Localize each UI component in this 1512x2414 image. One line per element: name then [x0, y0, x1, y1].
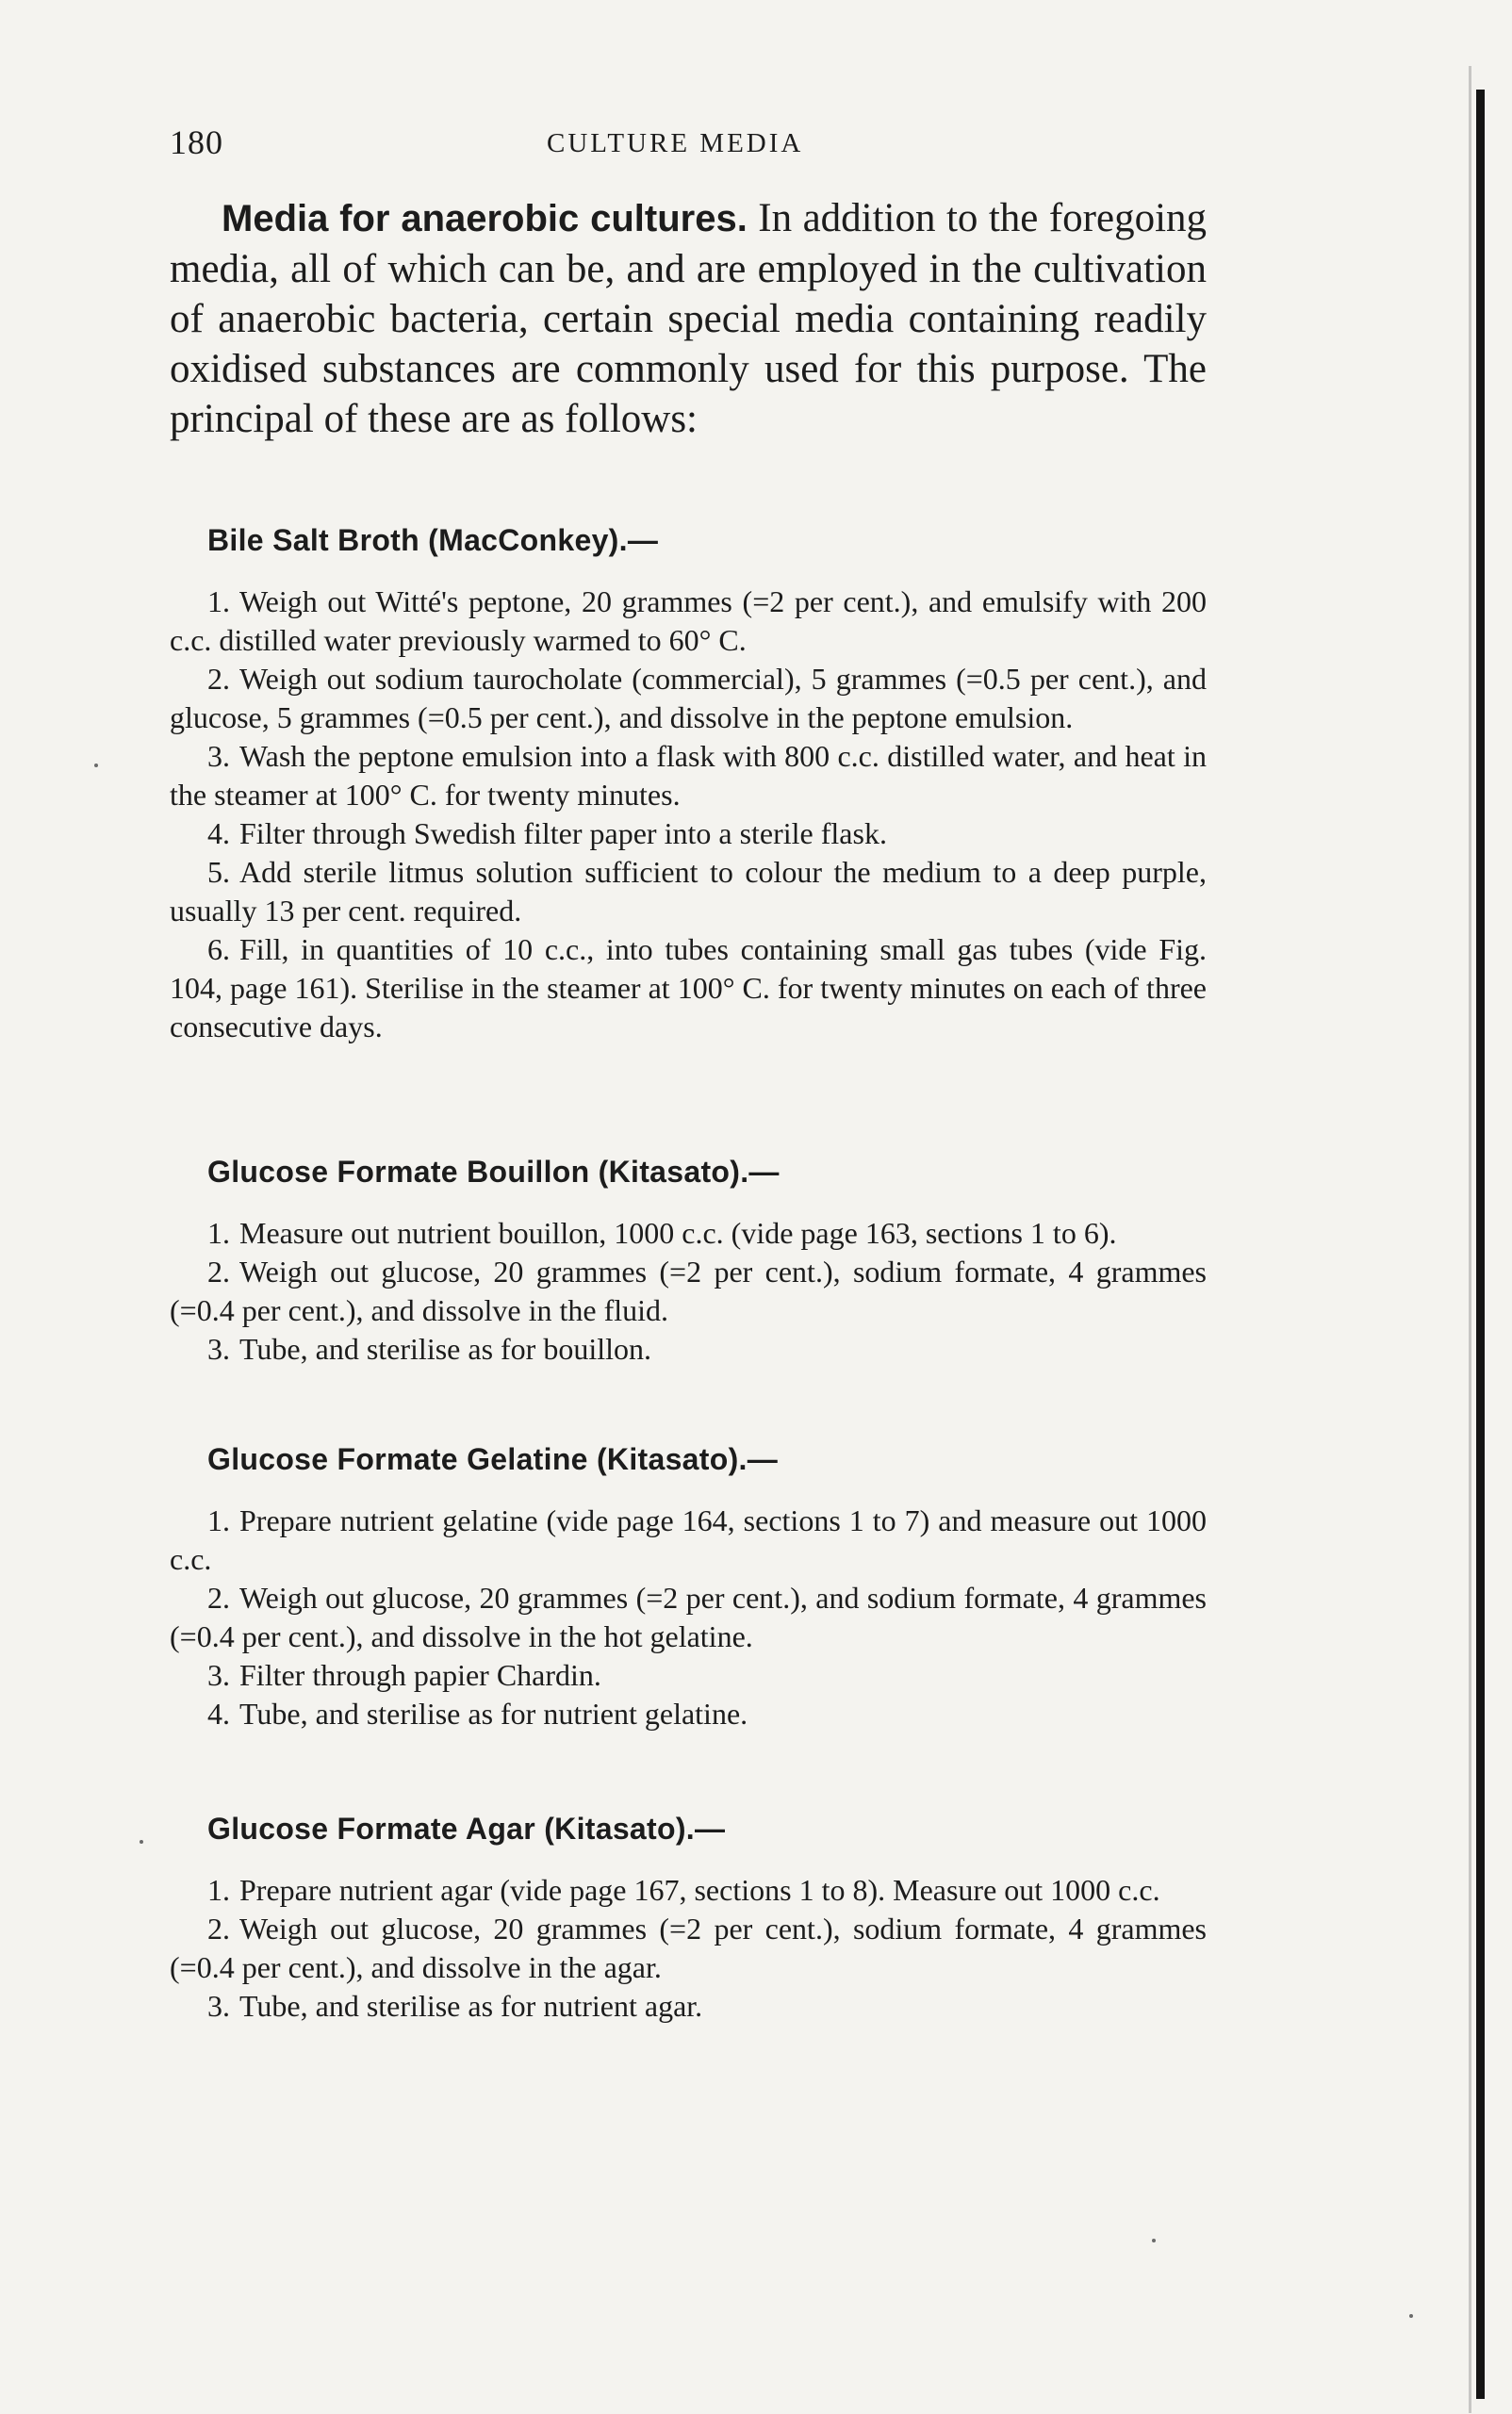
recipe-step: 1. Prepare nutrient agar (vide page 167, sections 1 to 8). Measure out 1000 c.c. — [207, 1873, 1160, 1907]
recipe-step: 2. Weigh out sodium taurocholate (commercial), 5 grammes (=0.5 per cent.), and glucose, 5 grammes (=0.5 per cent.), and dissolve in the peptone emulsion. — [170, 662, 1207, 734]
intro-paragraph — [170, 193, 1207, 444]
recipe-step: 3. Filter through papier Chardin. — [207, 1658, 601, 1692]
print-speck — [140, 1840, 143, 1844]
recipe-step: 4. Tube, and sterilise as for nutrient gelatine. — [207, 1697, 748, 1731]
binding-shadow — [1469, 66, 1471, 2413]
recipe-steps — [170, 1871, 1207, 2026]
recipe-title — [207, 1812, 1207, 1847]
recipe-title-name: Bile Salt Broth — [207, 523, 419, 557]
recipe-step: 2. Weigh out glucose, 20 grammes (=2 per cent.), and sodium formate, 4 grammes (=0.4 per cent.), and dissolve in the hot gelatine. — [170, 1581, 1207, 1653]
recipe-step: 1. Weigh out Witté's peptone, 20 grammes (=2 per cent.), and emulsify with 200 c.c. distilled water previously warmed to 60° C. — [170, 584, 1207, 657]
recipe-title-name: Glucose Formate Agar — [207, 1812, 536, 1846]
recipe-title-name: Glucose Formate Bouillon — [207, 1155, 590, 1189]
recipe-step: 1. Measure out nutrient bouillon, 1000 c.c. (vide page 163, sections 1 to 6). — [207, 1216, 1117, 1250]
running-head: CULTURE MEDIA — [547, 128, 804, 158]
page-number: 180 — [170, 123, 223, 161]
recipe-steps — [170, 1214, 1207, 1369]
recipe-title-author: (Kitasato).— — [598, 1155, 780, 1189]
recipe-steps — [170, 583, 1207, 1046]
recipe-title-author: (MacConkey).— — [428, 523, 659, 557]
intro-lead: Media for anaerobic cultures. — [222, 198, 748, 239]
recipe-title-author: (Kitasato).— — [544, 1812, 726, 1846]
recipe-glucose-formate-gelatine — [170, 1442, 1207, 1733]
recipe-step: 1. Prepare nutrient gelatine (vide page 164, sections 1 to 7) and measure out 1000 c.c. — [170, 1503, 1207, 1576]
print-speck — [94, 764, 98, 767]
print-speck — [1152, 2239, 1156, 2242]
recipe-glucose-formate-bouillon — [170, 1155, 1207, 1369]
recipe-title-author: (Kitasato).— — [596, 1442, 779, 1476]
recipe-step: 3. Tube, and sterilise as for bouillon. — [207, 1332, 651, 1366]
recipe-title-name: Glucose Formate Gelatine — [207, 1442, 588, 1476]
recipe-step: 2. Weigh out glucose, 20 grammes (=2 per cent.), sodium formate, 4 grammes (=0.4 per cent.), and dissolve in the fluid. — [170, 1255, 1207, 1327]
recipe-bile-salt-broth — [170, 523, 1207, 1046]
recipe-step: 3. Wash the peptone emulsion into a flask with 800 c.c. distilled water, and heat in the steamer at 100° C. for twenty minutes. — [170, 739, 1207, 812]
recipe-step: 6. Fill, in quantities of 10 c.c., into tubes containing small gas tubes (vide Fig. 104, page 161). Sterilise in the steamer at 100° C. for twenty minutes on each of three consecutive days. — [170, 932, 1207, 1043]
recipe-step: 4. Filter through Swedish filter paper into a sterile flask. — [207, 816, 887, 850]
recipe-step: 2. Weigh out glucose, 20 grammes (=2 per cent.), sodium formate, 4 grammes (=0.4 per cent.), and dissolve in the agar. — [170, 1912, 1207, 1984]
intro-text: In addition to the foregoing media, all of which can be, and are employed in the cultivation of anaerobic bacteria, certain special media containing readily oxidised substances are commonly used for this purpose. The principal of these are as follows: — [170, 196, 1208, 441]
recipe-title — [207, 1442, 1207, 1477]
recipe-step: 3. Tube, and sterilise as for nutrient agar. — [207, 1989, 703, 2023]
recipe-step: 5. Add sterile litmus solution sufficient to colour the medium to a deep purple, usually 13 per cent. required. — [170, 855, 1207, 928]
binding-edge — [1476, 90, 1485, 2399]
recipe-glucose-formate-agar — [170, 1812, 1207, 2026]
recipe-steps — [170, 1502, 1207, 1733]
print-speck — [1409, 2314, 1413, 2318]
recipe-title — [207, 523, 1207, 558]
recipe-title — [207, 1155, 1207, 1190]
